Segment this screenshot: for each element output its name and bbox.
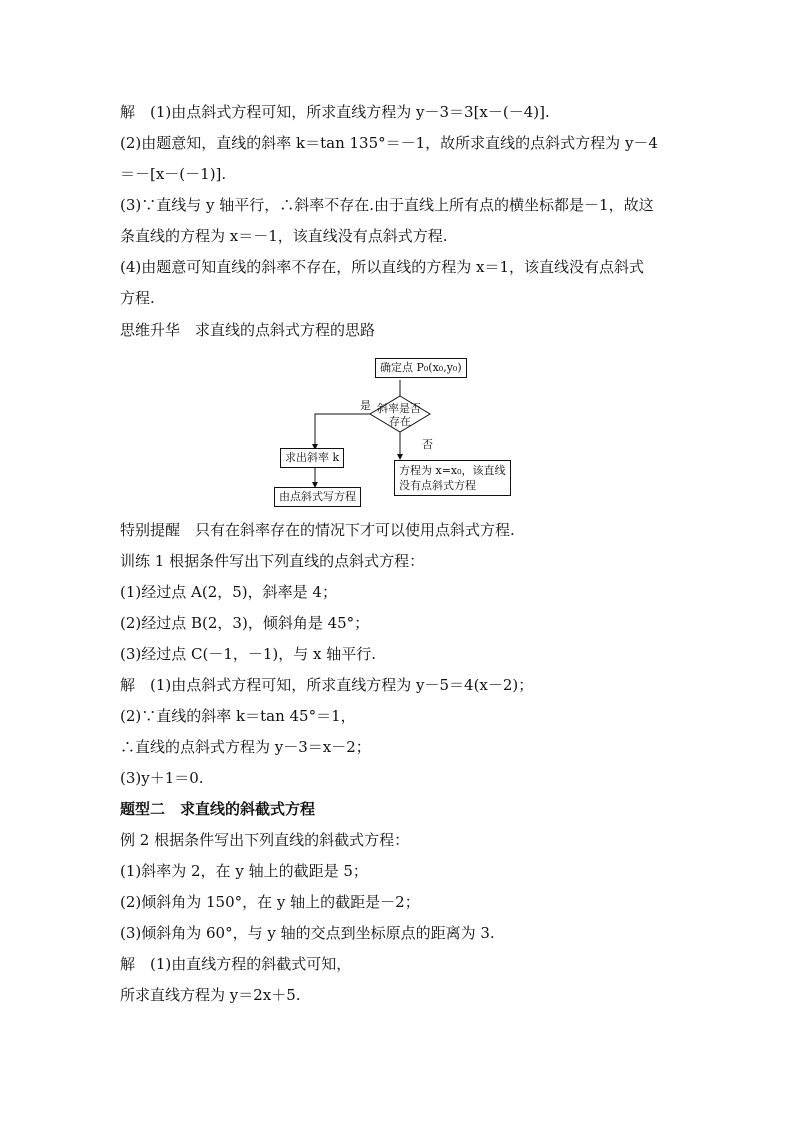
flow-no-branch-line1: 方程为 x=x₀，该直线 — [399, 464, 506, 477]
flow-no-branch-line2: 没有点斜式方程 — [399, 479, 476, 492]
flow-find-slope-box: 求出斜率 k — [280, 448, 344, 468]
exercise1-item1: (1)经过点 A(2，5)，斜率是 4； — [120, 583, 337, 601]
solution1-line5: 条直线的方程为 x＝－1，该直线没有点斜式方程. — [120, 227, 448, 245]
example2-title: 例 2 根据条件写出下列直线的斜截式方程： — [120, 831, 410, 849]
solution3-line2: 所求直线方程为 y＝2x＋5. — [120, 986, 301, 1004]
solution3-line1: 解 (1)由直线方程的斜截式可知， — [120, 955, 352, 973]
flow-decision-label-2: 存在 — [389, 415, 411, 428]
solution1-line2: (2)由题意知，直线的斜率 k＝tan 135°＝－1，故所求直线的点斜式方程为 y－4 — [120, 134, 658, 152]
example2-item3: (3)倾斜角为 60°，与 y 轴的交点到坐标原点的距离为 3. — [120, 924, 495, 942]
solution2-line1: 解 (1)由点斜式方程可知，所求直线方程为 y－5＝4(x－2)； — [120, 676, 534, 694]
example2-item1: (1)斜率为 2，在 y 轴上的截距是 5； — [120, 862, 368, 880]
exercise1-title: 训练 1 根据条件写出下列直线的点斜式方程： — [120, 552, 425, 570]
flow-yes-label: 是 — [360, 399, 371, 412]
flow-no-branch-box — [394, 460, 511, 496]
solution2-line4: (3)y＋1＝0. — [120, 769, 204, 787]
special-note: 特别提醒 只有在斜率存在的情况下才可以使用点斜式方程. — [120, 521, 515, 539]
section2-heading: 题型二 求直线的斜截式方程 — [120, 800, 316, 818]
solution1-line4: (3)∵直线与 y 轴平行，∴斜率不存在.由于直线上所有点的横坐标都是－1，故这 — [120, 196, 654, 214]
insight-heading: 思维升华 求直线的点斜式方程的思路 — [120, 321, 376, 339]
solution1-line7: 方程. — [120, 289, 155, 307]
exercise1-item2: (2)经过点 B(2，3)，倾斜角是 45°； — [120, 614, 370, 632]
solution2-line3: ∴直线的点斜式方程为 y－3＝x－2； — [120, 738, 371, 756]
solution1-line1: 解 (1)由点斜式方程可知，所求直线方程为 y－3＝3[x－(－4)]. — [120, 103, 550, 121]
flow-start-box: 确定点 P₀(x₀,y₀) — [375, 358, 467, 378]
flow-write-equation-box: 由点斜式写方程 — [274, 487, 361, 507]
flowchart — [270, 352, 530, 510]
solution2-line2: (2)∵直线的斜率 k＝tan 45°＝1， — [120, 707, 356, 725]
flow-decision-label-1: 斜率是否 — [377, 402, 421, 415]
solution1-line3: ＝－[x－(－1)]. — [120, 165, 227, 183]
flow-no-label: 否 — [422, 438, 433, 451]
exercise1-item3: (3)经过点 C(－1，－1)，与 x 轴平行. — [120, 645, 377, 663]
example2-item2: (2)倾斜角为 150°，在 y 轴上的截距是－2； — [120, 893, 420, 911]
solution1-line6: (4)由题意可知直线的斜率不存在，所以直线的方程为 x＝1，该直线没有点斜式 — [120, 258, 645, 276]
